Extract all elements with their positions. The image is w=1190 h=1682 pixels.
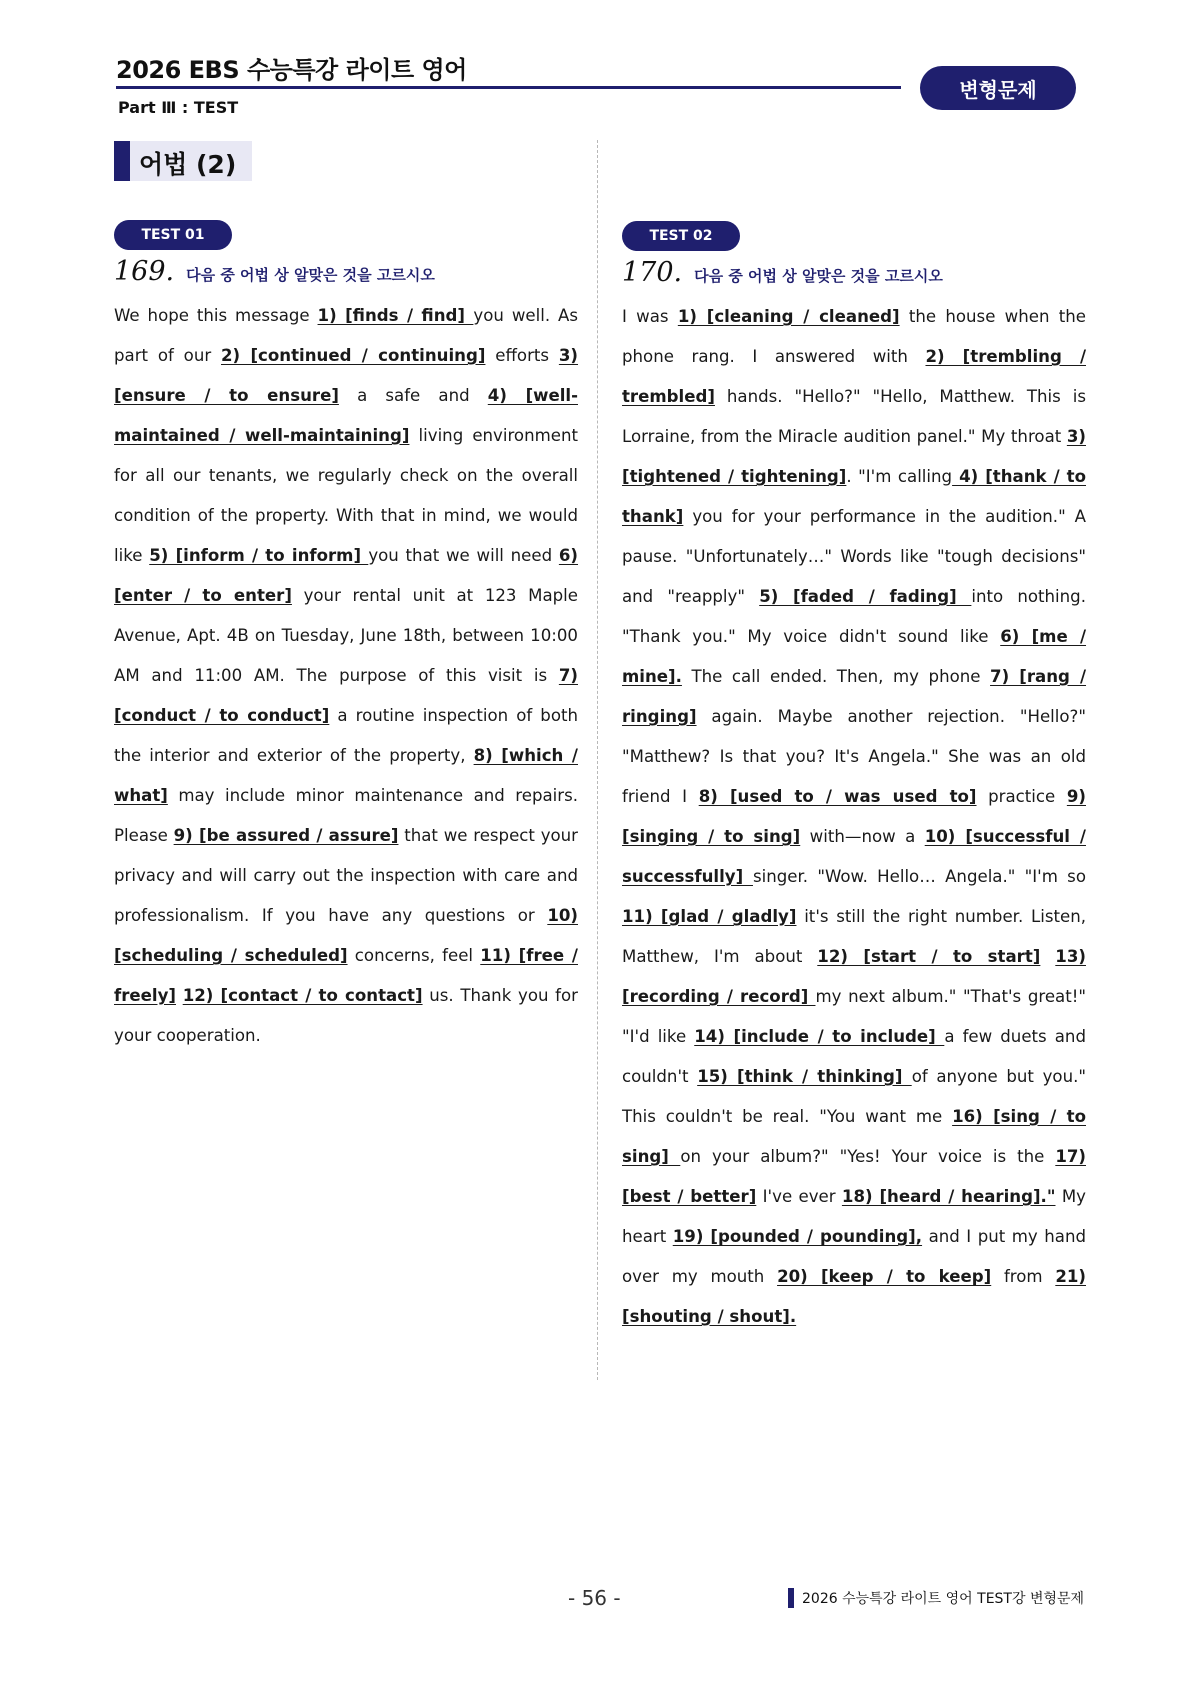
- grammar-choice: 5) [faded / fading]: [759, 587, 972, 606]
- grammar-choice: 8) [which / what]: [114, 746, 578, 805]
- passage-text: again. Maybe another rejection. "Hello?" "Matthew? Is that you? It's Angela." She was an old friend I: [622, 707, 1086, 806]
- grammar-choice: 6) [me / mine].: [622, 627, 1087, 686]
- grammar-choice: 12) [contact / to contact]: [182, 986, 423, 1005]
- footer-bar: [788, 1588, 794, 1608]
- passage-169: [114, 296, 578, 1056]
- section-heading: [114, 141, 252, 181]
- grammar-choice: 14) [include / to include]: [694, 1027, 945, 1046]
- question-169-line: [114, 256, 578, 296]
- footer-text: 2026 수능특강 라이트 영어 TEST강 변형문제: [802, 1591, 1085, 1607]
- question-prompt: 다음 중 어법 상 알맞은 것을 고르시오: [694, 267, 943, 285]
- grammar-choice: 9) [singing / to sing]: [622, 787, 1086, 846]
- passage-text: I've ever: [756, 1187, 842, 1206]
- passage-text: of anyone but you." This couldn't be real. "You want me: [622, 1067, 1086, 1126]
- footer-label: [788, 1588, 1084, 1608]
- passage-text: I was: [622, 307, 678, 326]
- grammar-choice: 1) [finds / find]: [317, 306, 474, 325]
- grammar-choice: 11) [free / freely]: [114, 946, 578, 1005]
- grammar-choice: 7) [conduct / to conduct]: [114, 666, 578, 725]
- passage-text: hands. "Hello?" "Hello, Matthew. This is Lorraine, from the Miracle audition panel." My throat: [622, 387, 1086, 446]
- passage-text: on your album?" "Yes! Your voice is the: [680, 1147, 1056, 1166]
- grammar-choice: 3) [ensure / to ensure]: [114, 346, 579, 405]
- passage-text: . "I'm calling: [846, 467, 953, 486]
- header-subtitle: Part Ⅲ : TEST: [118, 98, 239, 117]
- grammar-choice: 7) [rang / ringing]: [622, 667, 1087, 726]
- grammar-choice: 13) [recording / record]: [622, 947, 1086, 1006]
- passage-text: efforts: [485, 346, 559, 365]
- passage-text: The call ended. Then, my phone: [681, 667, 991, 686]
- passage-text: from: [991, 1267, 1056, 1286]
- passage-text: a few duets and couldn't: [622, 1027, 1086, 1086]
- grammar-choice: 18) [heard / hearing].": [841, 1187, 1056, 1206]
- passage-text: living environment for all our tenants, we regularly check on the overall condition of the property. With that in mind, we would like: [114, 426, 578, 565]
- passage-text: [176, 986, 183, 1005]
- grammar-choice: 6) [enter / to enter]: [114, 546, 579, 605]
- test-01-pill: TEST 01: [114, 220, 232, 250]
- passage-170: [622, 297, 1086, 1337]
- grammar-choice: 17) [best / better]: [622, 1147, 1086, 1206]
- header-title: 2026 EBS 수능특강 라이트 영어: [116, 56, 467, 84]
- grammar-choice: 8) [used to / was used to]: [698, 787, 977, 806]
- passage-text: you that we will need: [368, 546, 559, 565]
- test-01-column: [114, 220, 578, 1056]
- grammar-choice: 15) [think / thinking]: [697, 1067, 912, 1086]
- page-number: - 56 -: [568, 1586, 621, 1610]
- passage-text: it's still the right number. Listen, Matthew, I'm about: [622, 907, 1086, 966]
- grammar-choice: 4) [thank / to thank]: [622, 467, 1086, 526]
- passage-text: practice: [976, 787, 1067, 806]
- column-divider: [597, 140, 598, 1380]
- grammar-choice: 10) [successful / successfully]: [622, 827, 1086, 886]
- grammar-choice: 5) [inform / to inform]: [149, 546, 369, 565]
- grammar-choice: 10) [scheduling / scheduled]: [114, 906, 578, 965]
- passage-text: My heart: [622, 1187, 1086, 1246]
- grammar-choice: 1) [cleaning / cleaned]: [677, 307, 900, 326]
- grammar-choice: 19) [pounded / pounding],: [672, 1227, 923, 1246]
- grammar-choice: 21) [shouting / shout].: [622, 1267, 1086, 1326]
- passage-text: you for your performance in the audition." A pause. "Unfortunately…" Words like "tough decisions" and "reapply": [622, 507, 1086, 606]
- question-170-line: [622, 257, 1086, 297]
- header-rule: [116, 86, 901, 89]
- grammar-choice: 3) [tightened / tightening]: [622, 427, 1086, 486]
- passage-text: the house when the phone rang. I answered with: [622, 307, 1086, 366]
- question-number: 170.: [622, 257, 683, 288]
- section-title: 어법 (2): [139, 150, 237, 179]
- test-02-column: [622, 221, 1086, 1337]
- question-number: 169.: [114, 256, 175, 287]
- passage-text: concerns, feel: [347, 946, 481, 965]
- passage-text: a routine inspection of both the interior and exterior of the property,: [114, 706, 578, 765]
- variant-badge: 변형문제: [920, 66, 1076, 110]
- passage-text: my next album." "That's great!" "I'd like: [622, 987, 1086, 1046]
- grammar-choice: 9) [be assured / assure]: [173, 826, 399, 845]
- passage-text: into nothing. "Thank you." My voice didn't sound like: [622, 587, 1086, 646]
- passage-text: you well. As part of our: [114, 306, 579, 365]
- section-bar: [114, 141, 130, 181]
- grammar-choice: 2) [continued / continuing]: [221, 346, 486, 365]
- passage-text: may include minor maintenance and repairs. Please: [114, 786, 578, 845]
- grammar-choice: 11) [glad / gladly]: [622, 907, 797, 926]
- passage-text: us. Thank you for your cooperation.: [114, 986, 578, 1045]
- passage-text: We hope this message: [114, 306, 318, 325]
- passage-text: and I put my hand over my mouth: [622, 1227, 1086, 1286]
- grammar-choice: 4) [well-maintained / well-maintaining]: [114, 386, 578, 445]
- passage-text: your rental unit at 123 Maple Avenue, Apt. 4B on Tuesday, June 18th, between 10:00 AM and 11:00 AM. The purpose of this visit is: [114, 586, 578, 685]
- passage-text: with—now a: [800, 827, 925, 846]
- grammar-choice: 2) [trembling / trembled]: [622, 347, 1086, 406]
- grammar-choice: 20) [keep / to keep]: [777, 1267, 992, 1286]
- grammar-choice: 12) [start / to start]: [817, 947, 1041, 966]
- passage-text: [1040, 947, 1055, 966]
- passage-text: singer. "Wow. Hello… Angela." "I'm so: [752, 867, 1086, 886]
- question-prompt: 다음 중 어법 상 알맞은 것을 고르시오: [186, 266, 435, 284]
- passage-text: a safe and: [338, 386, 488, 405]
- grammar-choice: 16) [sing / to sing]: [622, 1107, 1086, 1166]
- passage-text: that we respect your privacy and will carry out the inspection with care and professionalism. If you have any questions or: [114, 826, 578, 925]
- test-02-pill: TEST 02: [622, 221, 740, 251]
